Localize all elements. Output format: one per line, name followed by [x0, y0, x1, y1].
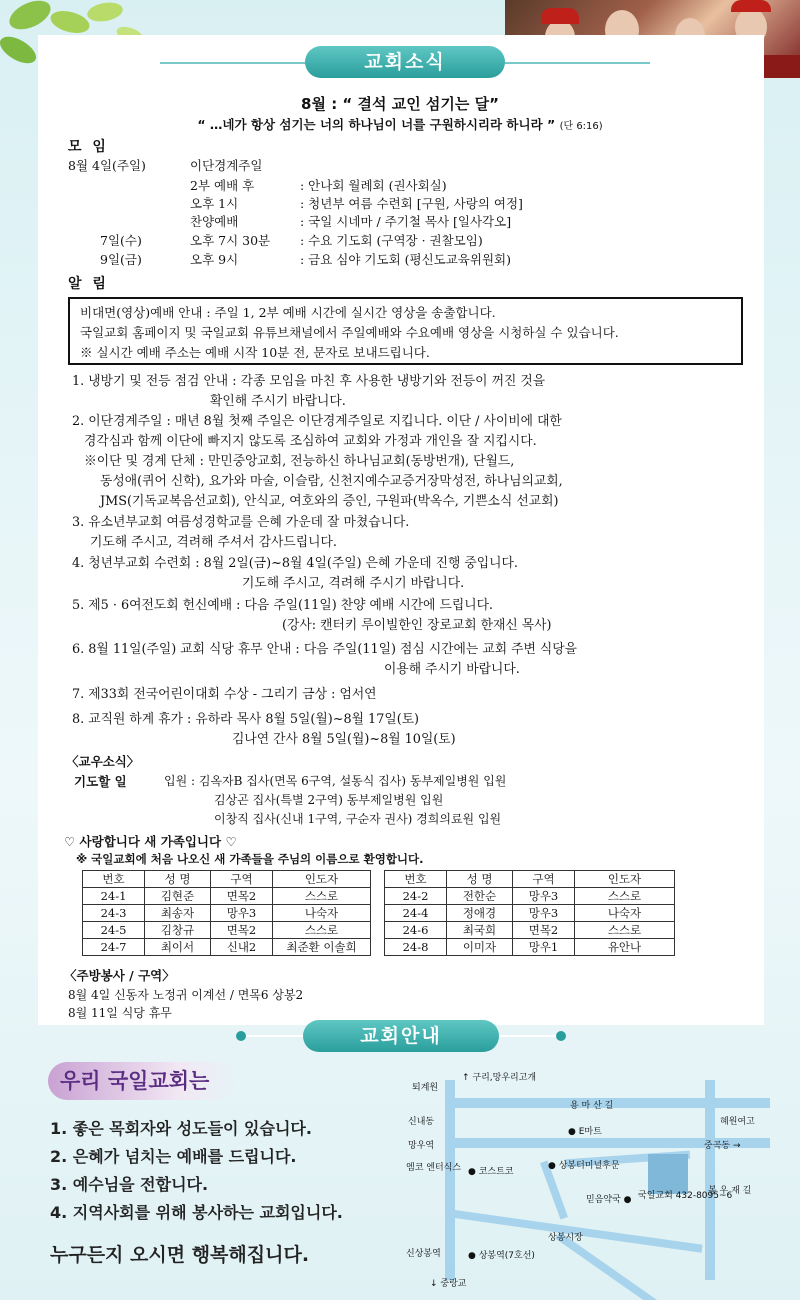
online-worship-box [68, 297, 743, 365]
meetings-heading: 모 임 [68, 139, 109, 155]
meeting-desc: : 청년부 여름 수련회 [구원, 사랑의 여정] [300, 196, 523, 211]
map-label: ● 코스트코 [468, 1167, 514, 1177]
section-title-news: 교회소식 [305, 46, 505, 78]
prayer-line: 이창직 집사(신내 1구역, 구순자 권사) 경희의료원 입원 [214, 812, 502, 826]
new-family-heading: ♡ 사랑합니다 새 가족입니다 ♡ [64, 834, 237, 849]
map-label: ● 상봉터미널후문 [548, 1161, 620, 1171]
intro-point: 4. 지역사회를 위해 봉사하는 교회입니다. [50, 1203, 343, 1222]
meeting-time: 오후 9시 [190, 252, 239, 267]
map-label: 신내동 [408, 1117, 435, 1127]
box-line: 비대면(영상)예배 안내 : 주일 1, 2부 예배 시간에 실시간 영상을 송출합니다. [80, 305, 496, 320]
theme-verse: “ …네가 항상 섬기는 너의 하나님이 너를 구원하시리라 하니라 ” (단 6:16) [197, 117, 603, 132]
map-label: ● 상봉역(7호선) [468, 1251, 535, 1261]
meeting-desc: : 안나회 월례회 (권사회실) [300, 178, 447, 193]
month-theme: 8월 : “ 결석 교인 섬기는 달” [301, 95, 499, 113]
map-label: ↑ 구리,망우리고개 [462, 1073, 537, 1083]
notice-item: 8. 교직원 하계 휴가 : 유하라 목사 8월 5일(월)~8월 17일(토) 김나연 간사 8월 5일(월)~8월 10일(토) [72, 712, 456, 747]
map-label: 신상봉역 [406, 1249, 441, 1259]
kitchen-line: 8월 4일 신동자 노정귀 이계선 / 면목6 상봉2 [68, 988, 304, 1002]
notice-item: 6. 8월 11일(주일) 교회 식당 휴무 안내 : 다음 주일(11일) 점심 시간에는 교회 주변 식당을 이용해 주시기 바랍니다. [72, 642, 578, 677]
notice-item: 3. 유소년부교회 여름성경학교를 은혜 가운데 잘 마쳤습니다. 기도해 주시고, 격려해 주셔서 감사드립니다. [72, 515, 410, 550]
prayer-line: 입원 : 김옥자B 집사(면목 6구역, 설동식 집사) 동부제일병원 입원 [164, 774, 507, 788]
map-label: 국일교회 432-8095~6 [638, 1191, 733, 1201]
map-label: 믿음약국 ● [586, 1195, 632, 1205]
intro-point: 3. 예수님을 전합니다. [50, 1175, 209, 1194]
notice-item: 4. 청년부교회 수련회 : 8월 2일(금)~8월 4일(주일) 은혜 가운데 진행 중입니다. 기도해 주시고, 격려해 주시기 바랍니다. [72, 556, 518, 591]
box-line: ※ 실시간 예배 주소는 예배 시작 10분 전, 문자로 보내드립니다. [80, 345, 430, 360]
meeting-desc: : 수요 기도회 (구역장 · 권찰모임) [300, 233, 483, 248]
map-label: 중곡동 → [704, 1141, 741, 1151]
table-row: 24-7 최이서 신내2 최준환 이솔희 24-8 이미자 망우1 유안나 [83, 939, 675, 956]
meeting-date: 7일(수) [100, 233, 142, 248]
church-location-map [400, 1060, 780, 1288]
map-label: 봉 우 재 길 [708, 1186, 752, 1196]
meeting-time: 찬양예배 [190, 214, 239, 229]
meeting-desc: : 국일 시네마 / 주기철 목사 [일사각오] [300, 214, 512, 229]
new-family-note: ※ 국일교회에 처음 나오신 새 가족들을 주님의 이름으로 환영합니다. [76, 852, 424, 866]
meeting-time: 이단경계주일 [190, 158, 263, 173]
notice-item: 7. 제33회 전국어린이대회 수상 - 그리기 금상 : 엄서연 [72, 687, 377, 702]
map-label: 용 마 산 길 [570, 1101, 614, 1111]
box-line: 국일교회 홈페이지 및 국일교회 유튜브채널에서 주일예배와 수요예배 영상을 시청하실 수 있습니다. [80, 325, 619, 340]
map-road [445, 1080, 455, 1280]
church-intro-title: 우리 국일교회는 [48, 1062, 238, 1100]
meeting-desc: : 금요 심야 기도회 (평신도교육위원회) [300, 252, 511, 267]
prayer-label: 기도할 일 [74, 774, 127, 789]
meeting-date: 9일(금) [100, 252, 142, 267]
table-row: 24-1 김현준 면목2 스스로 24-2 전한순 망우3 스스로 [83, 888, 675, 905]
kitchen-line: 8월 11일 식당 휴무 [68, 1006, 172, 1020]
notices-heading: 알 림 [68, 276, 109, 292]
meeting-time: 2부 예배 후 [190, 178, 255, 193]
rule-dot [236, 1031, 246, 1041]
map-label: ↓ 중랑교 [430, 1279, 467, 1289]
section-title-guide: 교회안내 [303, 1020, 499, 1052]
notice-item: 1. 냉방기 및 전등 점검 안내 : 각종 모임을 마친 후 사용한 냉방기와 전등이 꺼진 것을 확인해 주시기 바랍니다. [72, 374, 546, 409]
notice-item: 5. 제5 · 6여전도회 헌신예배 : 다음 주일(11일) 찬양 예배 시간에 드립니다. (강사: 캔터키 루이빌한인 장로교회 한재신 목사) [72, 598, 552, 633]
meeting-time: 오후 7시 30분 [190, 233, 271, 248]
map-label: 엠코 엔터식스 [406, 1163, 462, 1173]
map-label: ● E마트 [568, 1127, 602, 1137]
notice-item: 2. 이단경계주일 : 매년 8월 첫째 주일은 이단경계주일로 지킵니다. 이단 / 사이비에 대한 경각심과 함께 이단에 빠지지 않도록 조심하여 교회와 가정과 개인을 잘 지킵시다. ※이단 및 경계 단체 : 만민중앙교회, 전능하신 하나님교회(동방번개), 단월드, 동성애(퀴어 신학), 요가와 마술, 이슬람, 신천지예수교증거장막성전, 하나님의교회, JMS(기독교복음선교회), 안식교, 여호와의 증인, 구원파(박옥수, 기쁜소식 선교회) [72, 414, 563, 509]
rule-dot [556, 1031, 566, 1041]
intro-point: 1. 좋은 목회자와 성도들이 있습니다. [50, 1119, 312, 1138]
members-news-heading: 〈교우소식〉 [66, 754, 140, 769]
meeting-time: 오후 1시 [190, 196, 239, 211]
map-label: 혜원여고 [720, 1117, 755, 1127]
table-row: 24-3 최송자 망우3 나숙자 24-4 정애경 망우3 나숙자 [83, 905, 675, 922]
prayer-line: 김상곤 집사(특별 2구역) 동부제일병원 입원 [214, 793, 444, 807]
intro-point: 2. 은혜가 넘치는 예배를 드립니다. [50, 1147, 297, 1166]
map-label: 상봉시장 [548, 1233, 583, 1243]
table-row: 24-5 김창규 면목2 스스로 24-6 최국희 면목2 스스로 [83, 922, 675, 939]
welcome-slogan: 누구든지 오시면 행복해집니다. [50, 1244, 310, 1266]
kitchen-heading: 〈주방봉사 / 구역〉 [64, 968, 175, 983]
map-label: 망우역 [408, 1141, 435, 1151]
meeting-date: 8월 4일(주일) [68, 158, 146, 173]
new-family-table: 번호 성 명 구역 인도자 번호 성 명 구역 인도자 24-1 김현준 면목2 스스로 24-2 전한순 망우3 스스로 24-3 최송자 망우3 나숙자 24-4 정애경 망우3 나숙자 24-5 김창규 면목2 스스로 24-6 최국희 면목2 스스로 24-7 최이서 신내2 최준환 이솔희 24-8 이미자 망우1 유안나 [82, 870, 675, 956]
map-label: 퇴계원 [412, 1083, 439, 1093]
